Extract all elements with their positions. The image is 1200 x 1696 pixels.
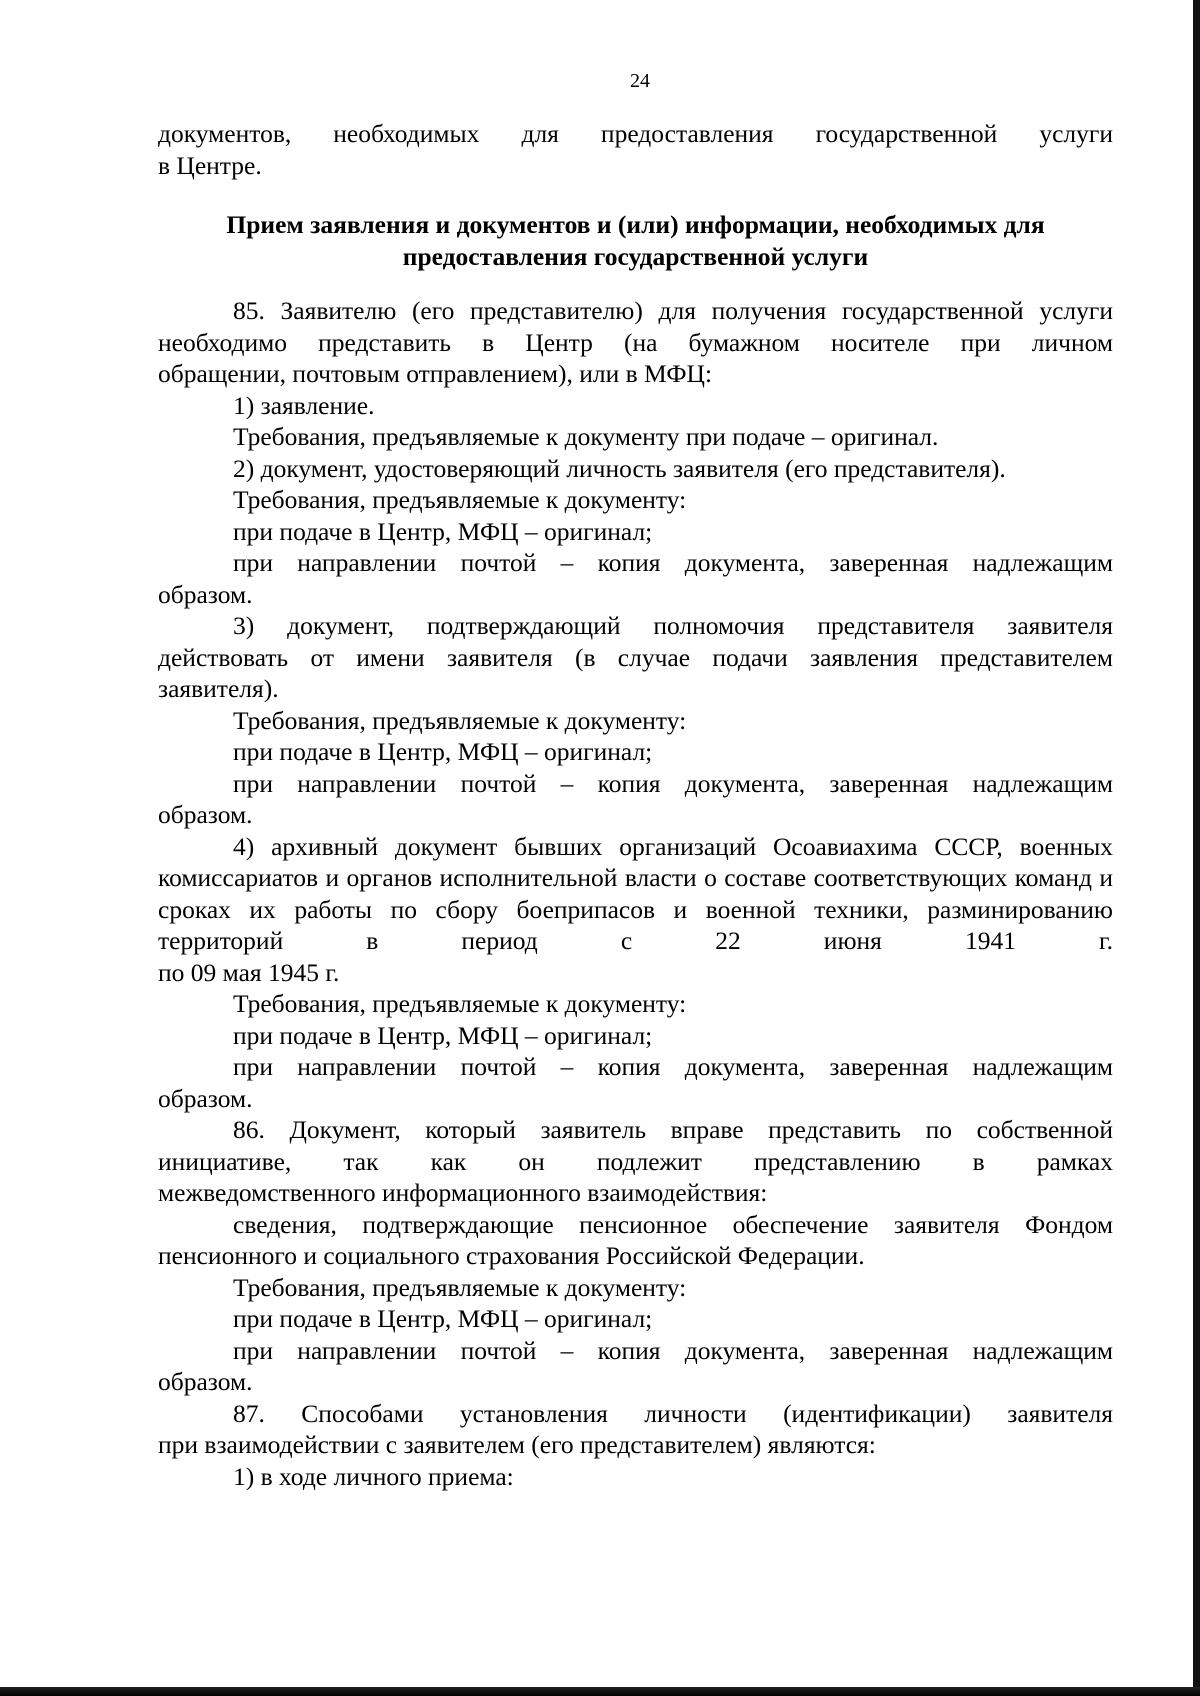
paragraph: в Центре. [158,150,262,180]
paragraph: 1) в ходе личного приема: [233,1461,514,1491]
paragraph: по 09 мая 1945 г. [158,957,340,987]
paragraph: при подаче в Центр, МФЦ – оригинал; [233,1304,653,1333]
paragraph: при подаче в Центр, МФЦ – оригинал; [233,737,653,766]
paragraph: Требования, предъявляемые к документу: [233,705,687,735]
paragraph: Требования, предъявляемые к документу: [233,485,687,514]
paragraph: при направлении почтой – копия документа, заверенная надлежащим [233,1335,1113,1365]
paragraph: при направлении почтой – копия документа, заверенная надлежащим [233,1052,1113,1081]
paragraph: Требования, предъявляемые к документу: [233,989,687,1018]
paragraph: заявителя). [158,674,279,703]
paragraph: при подаче в Центр, МФЦ – оригинал; [233,1020,653,1050]
document-body [158,118,1113,1492]
paragraph: образом. [158,1367,253,1396]
paragraph: обращении, почтовым отправлением), или в МФЦ: [158,359,713,388]
paragraph: 3) документ, подтверждающий полномочия представителя заявителя действовать от имени заявителя (в случае подачи заявления представителем [158,611,1113,672]
page-number: 24 [630,70,650,92]
paragraph: 2) документ, удостоверяющий личность заявителя (его представителя). [233,453,1006,483]
paragraph: 85. Заявителю (его представителю) для получения государственной услуги необходимо представить в Центр (на бумажном носителе при личном [158,296,1113,357]
paragraph: образом. [158,1083,253,1113]
paragraph: сведения, подтверждающие пенсионное обеспечение заявителя Фондом [233,1209,1113,1239]
paragraph: документов, необходимых для предоставления государственной услуги [158,119,1113,148]
section-heading: Прием заявления и документов и (или) информации, необходимых для предоставления государственной услуги [226,210,1045,271]
paragraph: межведомственного информационного взаимодействия: [158,1178,768,1207]
paragraph: при подаче в Центр, МФЦ – оригинал; [233,516,653,546]
paragraph: пенсионного и социального страхования Российской Федерации. [158,1241,865,1270]
paragraph: 87. Способами установления личности (идентификации) заявителя [233,1398,1113,1428]
paragraph: 86. Документ, который заявитель вправе представить по собственной инициативе, так как он подлежит представлению в рамках [158,1115,1113,1176]
paragraph: образом. [158,800,253,829]
paragraph: при взаимодействии с заявителем (его представителем) являются: [158,1430,876,1459]
paragraph: Требования, предъявляемые к документу: [233,1272,687,1302]
paragraph: 1) заявление. [233,390,375,420]
paragraph: Требования, предъявляемые к документу при подаче – оригинал. [233,422,939,451]
scan-edge-bottom [0,1687,1200,1696]
scan-edge-right [1193,0,1200,1696]
paragraph: образом. [158,579,253,609]
paragraph: при направлении почтой – копия документа, заверенная надлежащим [233,768,1113,798]
paragraph: при направлении почтой – копия документа, заверенная надлежащим [233,548,1113,577]
paragraph: 4) архивный документ бывших организаций Осоавиахима СССР, военных комиссариатов и органов исполнительной власти о составе соответствующих команд и сроках их работы по сбору боеприпасов и военной техники, разминированию территорий в период с 22 июня 1941 г. [158,831,1113,955]
